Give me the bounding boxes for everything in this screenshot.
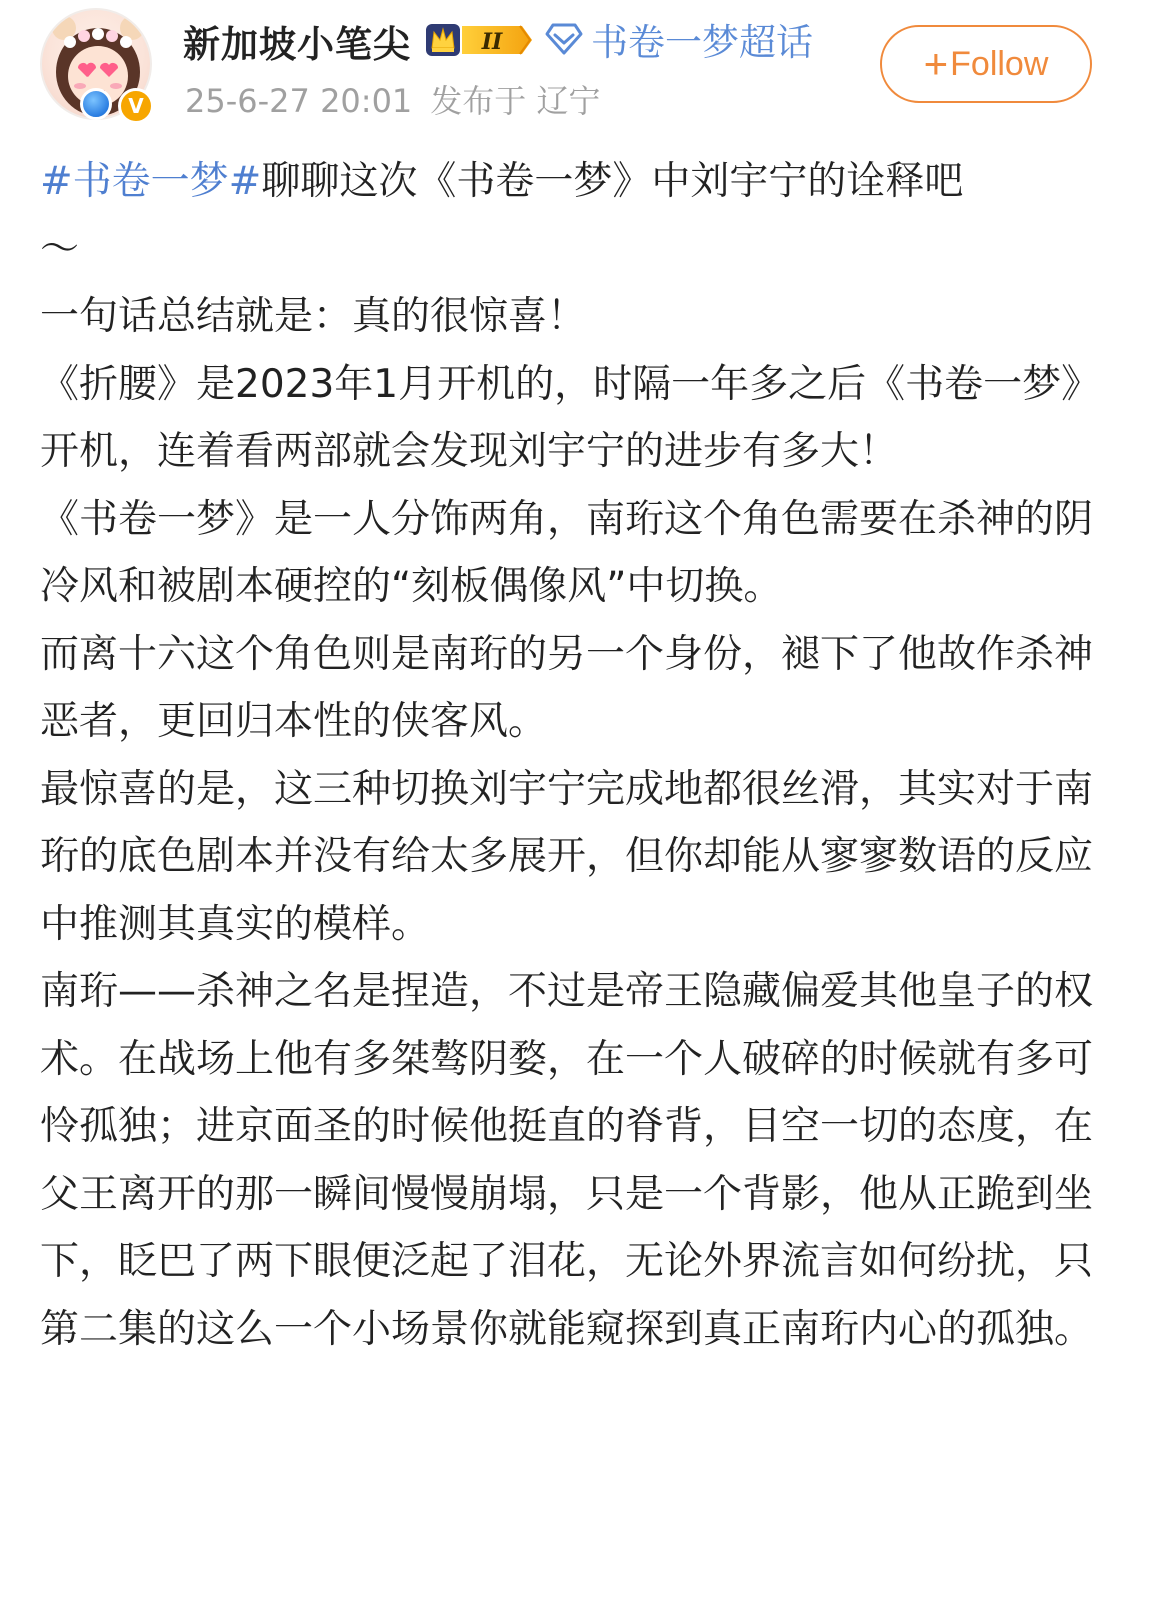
crown-level-badge-icon[interactable] xyxy=(424,20,534,60)
supertopic-label: 书卷一梦超话 xyxy=(591,21,813,64)
hashtag-link[interactable]: #书卷一梦# xyxy=(40,159,262,204)
follow-button[interactable] xyxy=(880,25,1092,103)
post-text: 聊聊这次《书卷一梦》中刘宇宁的诠释吧 ～ 一句话总结就是：真的很惊喜！ 《折腰》是2023年1月开机的，时隔一年多之后《书卷一梦》开机，连着看两部就会发现刘宇宁的进步有多大！ 《书卷一梦》是一人分饰两角，南珩这个角色需要在杀神的阴冷风和被剧本硬控的“刻板偶像风”中切换。 而离十六这个角色则是南珩的另一个身份，褪下了他故作杀神恶者，更回归本性的侠客风。 最惊喜的是，这三种切换刘宇宁完成地都很丝滑，其实对于南珩的底色剧本并没有给太多展开，但你却能从寥寥数语的反应中推测其真实的模样。 南珩——杀神之名是捏造，不过是帝王隐藏偏爱其他皇子的权术。在战场上他有多桀骜阴婺，在一个人破碎的时候就有多可怜孤独；进京面圣的时候他挺直的脊背，目空一切的态度，在父王离开的那一瞬间慢慢崩塌，只是一个背影，他从正跪到坐下，眨巴了两下眼便泛起了泪花，无论外界流言如何纷扰，只第二集的这么一个小场景你就能窥探到真正南珩内心的孤独。 xyxy=(40,159,1101,1352)
post-body xyxy=(40,148,1105,1363)
follow-label: Follow xyxy=(950,44,1049,83)
verified-badge-icon: V xyxy=(118,88,154,124)
author-avatar-container[interactable] xyxy=(40,8,156,124)
post-location: 发布于 辽宁 xyxy=(430,82,601,120)
diamond-icon xyxy=(545,22,583,56)
supertopic-link[interactable] xyxy=(545,14,813,64)
plus-icon: + xyxy=(923,40,949,87)
post-header xyxy=(0,0,1170,135)
author-name[interactable]: 新加坡小笔尖 xyxy=(183,23,411,66)
post-timestamp: 25-6-27 20:01 xyxy=(185,82,413,120)
post-meta xyxy=(185,76,600,122)
blue-orb-badge-icon xyxy=(80,88,112,120)
level-label: II xyxy=(481,29,503,55)
